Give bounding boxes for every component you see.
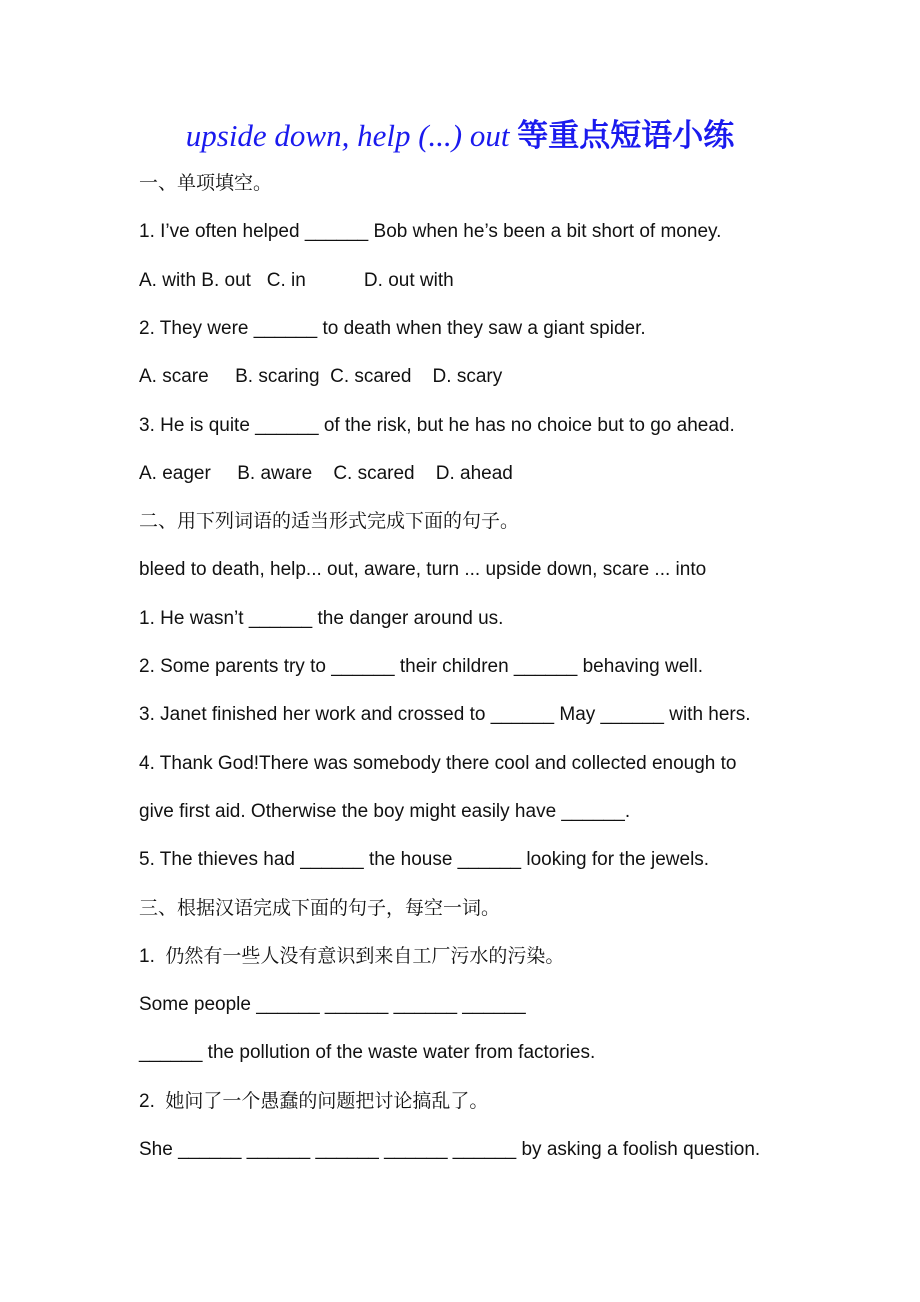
text-line: 4. Thank God!There was somebody there cool and collected enough to [139, 752, 737, 774]
text-line: ______ the pollution of the waste water from factories. [139, 1042, 596, 1064]
text-line: 2. They were ______ to death when they saw a giant spider. [139, 317, 646, 339]
text-line: 3. Janet finished her work and crossed to ______ May ______ with hers. [139, 704, 751, 726]
text-line: 二、用下列词语的适当形式完成下面的句子。 [139, 511, 520, 533]
text-line: 三、根据汉语完成下面的句子，每空一词。 [139, 897, 501, 919]
text-line: 2. Some parents try to ______ their children ______ behaving well. [139, 656, 704, 677]
text-line: Some people ______ ______ ______ ______ [139, 994, 526, 1016]
text-line: A. with B. out C. in D. out with [139, 269, 454, 291]
text-line: 1. He wasn’t ______ the danger around us. [139, 607, 504, 629]
text-line: 1. I’ve often helped ______ Bob when he’s been a bit short of money. [139, 221, 722, 243]
title-english: upside down, help (...) out [185, 118, 518, 153]
text-line: 5. The thieves had ______ the house ______ looking for the jewels. [139, 849, 710, 871]
text-line: 一、单项填空。 [139, 173, 273, 194]
text-line: give first aid. Otherwise the boy might easily have ______. [139, 800, 631, 822]
text-line: A. eager B. aware C. scared D. ahead [139, 462, 513, 484]
text-line: A. scare B. scaring C. scared D. scary [139, 366, 503, 388]
text-line: 2. 她问了一个愚蠢的问题把讨论搞乱了。 [139, 1090, 489, 1112]
text-line: bleed to death, help... out, aware, turn ... upside down, scare ... into [139, 559, 707, 581]
document-title [0, 110, 920, 155]
text-line: She ______ ______ ______ ______ ______ by asking a foolish question. [139, 1139, 761, 1160]
title-chinese: 等重点短语小练 [517, 118, 735, 154]
text-line: 1. 仍然有一些人没有意识到来自工厂污水的污染。 [139, 945, 565, 967]
text-line: 3. He is quite ______ of the risk, but he has no choice but to go ahead. [139, 414, 735, 436]
